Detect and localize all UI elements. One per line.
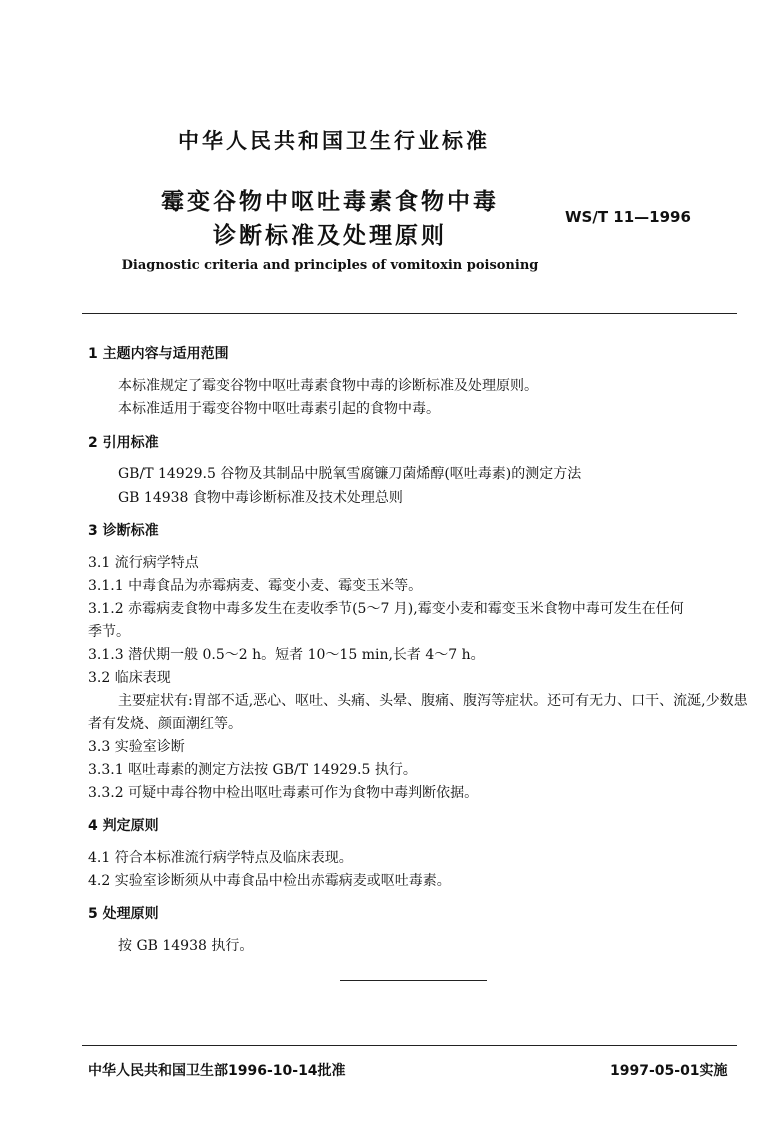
section-1-paragraph-1: 本标准规定了霉变谷物中呕吐毒素食物中毒的诊断标准及处理原则。 bbox=[118, 378, 538, 394]
clause-3-2: 3.2 临床表现 bbox=[88, 670, 171, 686]
section-4-heading: 4 判定原则 bbox=[88, 818, 159, 834]
clause-4-1: 4.1 符合本标准流行病学特点及临床表现。 bbox=[88, 850, 353, 866]
reference-1: GB/T 14929.5 谷物及其制品中脱氧雪腐镰刀菌烯醇(呕吐毒素)的测定方法 bbox=[118, 466, 582, 482]
clause-3-3-1: 3.3.1 呕吐毒素的测定方法按 GB/T 14929.5 执行。 bbox=[88, 762, 417, 778]
section-5-heading: 5 处理原则 bbox=[88, 906, 159, 922]
clause-3-2-line-2: 者有发烧、颜面潮红等。 bbox=[88, 716, 242, 732]
approval-date: 中华人民共和国卫生部1996-10-14批准 bbox=[88, 1063, 346, 1079]
clause-4-2: 4.2 实验室诊断须从中毒食品中检出赤霉病麦或呕吐毒素。 bbox=[88, 873, 451, 889]
clause-3-1: 3.1 流行病学特点 bbox=[88, 555, 199, 571]
implementation-date: 1997-05-01实施 bbox=[610, 1063, 728, 1079]
section-1-paragraph-2: 本标准适用于霉变谷物中呕吐毒素引起的食物中毒。 bbox=[118, 401, 440, 417]
clause-3-1-2-line-2: 季节。 bbox=[88, 624, 130, 640]
end-of-text-rule bbox=[340, 980, 487, 981]
section-2-heading: 2 引用标准 bbox=[88, 435, 159, 451]
section-3-heading: 3 诊断标准 bbox=[88, 523, 159, 539]
section-5-paragraph: 按 GB 14938 执行。 bbox=[118, 938, 254, 954]
reference-2: GB 14938 食物中毒诊断标准及技术处理总则 bbox=[118, 490, 403, 506]
clause-3-2-line-1: 主要症状有:胃部不适,恶心、呕吐、头痛、头晕、腹痛、腹泻等症状。还可有无力、口干、流涎,少数患 bbox=[118, 693, 748, 709]
clause-3-3: 3.3 实验室诊断 bbox=[88, 739, 185, 755]
issuing-body-title: 中华人民共和国卫生行业标准 bbox=[178, 129, 490, 153]
clause-3-1-3: 3.1.3 潜伏期一般 0.5～2 h。短者 10～15 min,长者 4～7 h。 bbox=[88, 647, 485, 663]
document-title-line-2: 诊断标准及处理原则 bbox=[213, 223, 447, 249]
clause-3-1-2-line-1: 3.1.2 赤霉病麦食物中毒多发生在麦收季节(5～7 月),霉变小麦和霉变玉米食物中毒可发生在任何 bbox=[88, 601, 684, 617]
clause-3-1-1: 3.1.1 中毒食品为赤霉病麦、霉变小麦、霉变玉米等。 bbox=[88, 578, 423, 594]
section-1-heading: 1 主题内容与适用范围 bbox=[88, 346, 229, 362]
clause-3-3-2: 3.3.2 可疑中毒谷物中检出呕吐毒素可作为食物中毒判断依据。 bbox=[88, 785, 479, 801]
document-title-line-1: 霉变谷物中呕吐毒素食物中毒 bbox=[161, 189, 499, 215]
english-title: Diagnostic criteria and principles of vomitoxin poisoning bbox=[121, 258, 539, 273]
footer-divider bbox=[82, 1045, 737, 1046]
header-divider bbox=[82, 313, 737, 314]
standard-code: WS/T 11—1996 bbox=[565, 208, 691, 226]
